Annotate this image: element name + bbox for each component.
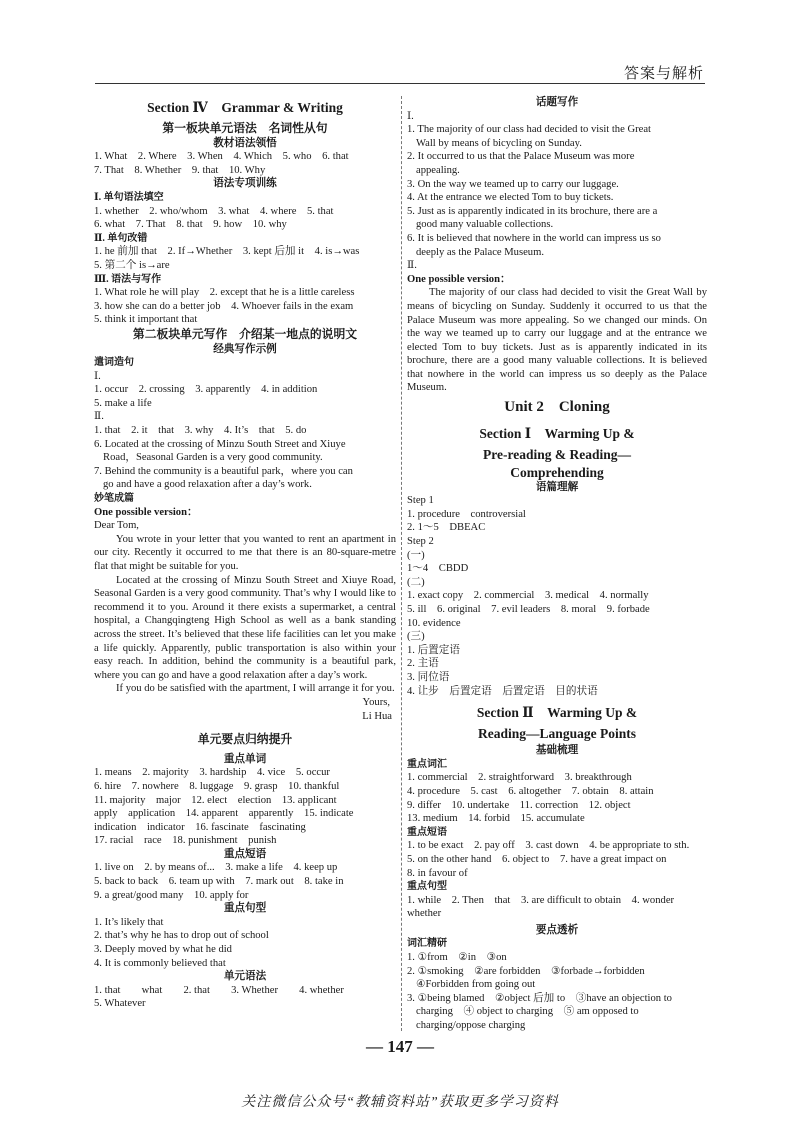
summary-title: 单元要点归纳提升: [197, 732, 293, 747]
topic-item-cont: deeply as the Palace Museum.: [416, 246, 544, 258]
essay-paragraph: Located at the crossing of Minzu South Street and Xiuye Road, Seasonal Garden is a very good community. That’s why I would like to recommend it to you. Around it there exists a supermarket, a central hospital, a Changqingteng High School as well as a bank standing across the street. It’s believed that these life facilities can let you make a life quickly. Apparently, public transportation is also within your easy reach. In addition, behind the community is a beautiful park, where you can go and have a good relaxation after a day’s work.: [94, 574, 396, 681]
writing-label: Ⅲ. 语法与写作: [94, 273, 162, 285]
phrases-line: 5. back to back 6. team up with 7. mark out 8. take in: [94, 876, 344, 888]
phrases-line: 1. live on 2. by means of... 3. make a life 4. keep up: [94, 862, 338, 874]
study-line: charging ④ object to charging ⑤ am opposed to: [416, 1006, 639, 1018]
answer-line: 2. 1～5 DBEAC: [407, 522, 486, 534]
part-label: (三): [407, 631, 425, 643]
section-heading: Pre-reading & Reading—: [483, 446, 631, 462]
answer-line: 1～4 CBDD: [407, 563, 469, 575]
part-label: (二): [407, 576, 425, 588]
right-column: [407, 96, 707, 1033]
signature: Li Hua: [362, 710, 392, 722]
words-line: 6. hire 7. nowhere 8. luggage 9. grasp 10. thankful: [94, 780, 340, 792]
essay-label: 妙笔成篇: [94, 493, 134, 505]
words-line: 17. racial race 18. punishment punish: [94, 835, 277, 847]
topic-item: 3. On the way we teamed up to carry our luggage.: [407, 178, 619, 190]
pattern-line: whether: [407, 908, 442, 920]
study-line: charging/oppose charging: [416, 1020, 526, 1032]
header-rule: [95, 83, 705, 84]
essay-paragraph: You wrote in your letter that you wanted to rent an apartment in our city. Recently it occurred to me that there is an 80-square-metre flat that might be suitable for you.: [94, 533, 396, 572]
training-title: 语法专项训练: [213, 178, 277, 190]
words-line: 11. majority major 12. elect election 13. applicant: [94, 794, 337, 806]
study-line: 3. ①being blamed ②object 后加 to ③have an objection to: [407, 992, 672, 1004]
sentence-line: 5. make a life: [94, 397, 152, 409]
sentences-line: 4. It is commonly believed that: [94, 957, 226, 969]
block2-title: 第二板块单元写作 介绍某一地点的说明文: [132, 326, 358, 341]
vocab-line: 13. medium 14. forbid 15. accumulate: [407, 813, 585, 825]
closing: Yours,: [362, 696, 390, 708]
phrase-line: 8. in favour of: [407, 867, 468, 879]
vocab-line: 1. commercial 2. straightforward 3. breakthrough: [407, 772, 632, 784]
essay-paragraph: The majority of our class had decided to visit the Great Wall by means of bicycling on Sunday. Suddenly it occurred to us that the Palace Museum was more appealing. So we changed our minds. On the way we teamed up to carry our luggage and at the entrance we elected Tom to buy tickets. Just as is apparently indicated in its brochure, there are a good many valuable collections. It is believed that nowhere in the world can impress us so deeply as the Palace Museum.: [407, 287, 707, 394]
roman-numeral: Ⅱ.: [407, 260, 417, 272]
answer-line: 5. ill 6. original 7. evil leaders 8. moral 9. forbade: [407, 604, 650, 615]
step-label: Step 1: [407, 495, 434, 507]
unit-title: Unit 2 Cloning: [504, 399, 610, 416]
correct-line: 1. he 前加 that 2. If→Whether 3. kept 后加 it 4. is→was: [94, 246, 360, 258]
pattern-line: 1. while 2. Then that 3. are difficult to obtain 4. wonder: [407, 894, 675, 906]
sentences-line: 2. that’s why he has to drop out of school: [94, 930, 269, 942]
fill-label: Ⅰ. 单句语法填空: [94, 191, 164, 203]
fill-line: 1. whether 2. who/whom 3. what 4. where 5. that: [94, 205, 334, 217]
phrase-label: 重点短语: [407, 826, 447, 838]
section-heading: Reading—Language Points: [478, 726, 636, 742]
block1-title: 第一板块单元语法 名词性从句: [162, 121, 328, 135]
answer-line: 2. 主语: [407, 658, 439, 670]
study-line: 1. ①from ②in ③on: [407, 952, 507, 964]
answer-line: 1. 后置定语: [407, 644, 460, 656]
guide-line: 7. That 8. Whether 9. that 10. Why: [94, 164, 266, 176]
section-heading: Section Ⅰ Warming Up &: [479, 425, 635, 441]
topic-item: 5. Just as is apparently indicated in its brochure, there are a: [407, 205, 658, 217]
topic-item-cont: appealing.: [416, 164, 460, 176]
topic-item-cont: Wall by means of bicycling on Sunday.: [416, 137, 582, 149]
vocab-line: 9. differ 10. undertake 11. correction 12. object: [407, 799, 631, 811]
sentence-line: 6. Located at the crossing of Minzu South Street and Xiuye: [94, 438, 346, 450]
section-heading: Section Ⅱ Warming Up &: [476, 705, 638, 721]
example-title: 经典写作示例: [213, 343, 277, 355]
guide-title: 教材语法领悟: [213, 137, 277, 149]
sentences-title: 重点句型: [223, 903, 267, 915]
version-label: One possible version：: [94, 506, 198, 518]
sentence-line: 1. that 2. it that 3. why 4. It’s that 5. do: [94, 425, 307, 437]
grammar-line: 1. that what 2. that 3. Whether 4. whether: [94, 984, 344, 996]
words-line: apply application 14. apparent apparently 15. indicate: [94, 808, 354, 820]
correct-label: Ⅱ. 单句改错: [94, 232, 148, 244]
phrases-line: 9. a great/good many 10. apply for: [94, 889, 249, 901]
answer-line: 4. 让步 后置定语 后置定语 目的状语: [407, 685, 598, 697]
roman-numeral: Ⅱ.: [94, 411, 104, 423]
column-divider: [401, 96, 402, 1031]
pattern-label: 重点句型: [407, 881, 447, 893]
guide-line: 1. What 2. Where 3. When 4. Which 5. who 6. that: [94, 151, 349, 163]
part-label: (一): [407, 549, 425, 561]
words-title: 重点单词: [223, 753, 267, 765]
sentences-line: 1. It’s likely that: [94, 916, 164, 928]
grammar-line: 5. Whatever: [94, 998, 146, 1010]
correct-line: 5. 第二个 is→are: [94, 259, 170, 271]
page-header-title: 答案与解析: [623, 66, 704, 82]
words-line: 1. means 2. majority 3. hardship 4. vice 5. occur: [94, 767, 330, 779]
phrase-line: 1. to be exact 2. pay off 3. cast down 4. be appropriate to sth.: [407, 840, 690, 852]
answer-line: 1. procedure controversial: [407, 508, 526, 520]
topic-item: 2. It occurred to us that the Palace Museum was more: [407, 151, 635, 163]
writing-line: 1. What role he will play 2. except that he is a little careless: [94, 287, 355, 299]
text-title: 语篇理解: [535, 481, 579, 493]
points-title: 要点透析: [535, 924, 579, 936]
sentence-line: 7. Behind the community is a beautiful park，where you can: [94, 465, 353, 477]
words-line: indication indicator 16. fascinate fascinating: [94, 821, 306, 833]
vocab-label: 重点词汇: [407, 758, 447, 770]
grammar-title: 单元语法: [223, 971, 267, 983]
sentence-line: 1. occur 2. crossing 3. apparently 4. in addition: [94, 384, 318, 396]
phrase-line: 5. on the other hand 6. object to 7. have a great impact on: [407, 853, 667, 865]
version-label: One possible version：: [407, 273, 511, 285]
writing-line: 5. think it important that: [94, 314, 198, 326]
answer-line: 1. exact copy 2. commercial 3. medical 4. normally: [407, 590, 649, 602]
phrases-title: 重点短语: [223, 848, 267, 860]
answer-line: 10. evidence: [407, 617, 461, 629]
fill-line: 6. what 7. That 8. that 9. how 10. why: [94, 219, 287, 231]
roman-numeral: Ⅰ.: [94, 370, 101, 382]
roman-numeral: Ⅰ.: [407, 110, 414, 122]
topic-item: 6. It is believed that nowhere in the world can impress us so: [407, 232, 661, 244]
sentence-label: 遣词造句: [94, 357, 134, 369]
topic-item: 1. The majority of our class had decided to visit the Great: [407, 124, 651, 136]
basics-title: 基础梳理: [535, 745, 579, 757]
vocab-line: 4. procedure 5. cast 6. altogether 7. obtain 8. attain: [407, 785, 654, 797]
section-title: Section Ⅳ Grammar & Writing: [147, 100, 343, 115]
answer-line: 3. 同位语: [407, 671, 450, 683]
study-line: 2. ①smoking ②are forbidden ③forbade→forbidden: [407, 965, 645, 977]
left-column: [94, 96, 396, 1011]
study-line: ④Forbidden from going out: [416, 979, 536, 991]
sentences-line: 3. Deeply moved by what he did: [94, 944, 232, 956]
footer-note: 关注微信公众号“教辅资料站”获取更多学习资料: [241, 1095, 559, 1110]
sentence-line: Road，Seasonal Garden is a very good community.: [103, 452, 323, 464]
section-heading: Comprehending: [510, 464, 604, 480]
topic-title: 话题写作: [535, 97, 579, 108]
study-label: 词汇精研: [407, 938, 447, 950]
topic-item-cont: good many valuable collections.: [416, 219, 554, 231]
essay-paragraph: If you do be satisfied with the apartment, I will arrange it for you.: [116, 683, 395, 695]
salutation: Dear Tom,: [94, 520, 139, 532]
page-number: — 147 —: [366, 1037, 434, 1056]
topic-item: 4. At the entrance we elected Tom to buy tickets.: [407, 192, 614, 204]
step-label: Step 2: [407, 536, 434, 548]
sentence-line: go and have a good relaxation after a day’s work.: [103, 479, 312, 491]
writing-line: 3. how she can do a better job 4. Whoever fails in the exam: [94, 300, 354, 312]
